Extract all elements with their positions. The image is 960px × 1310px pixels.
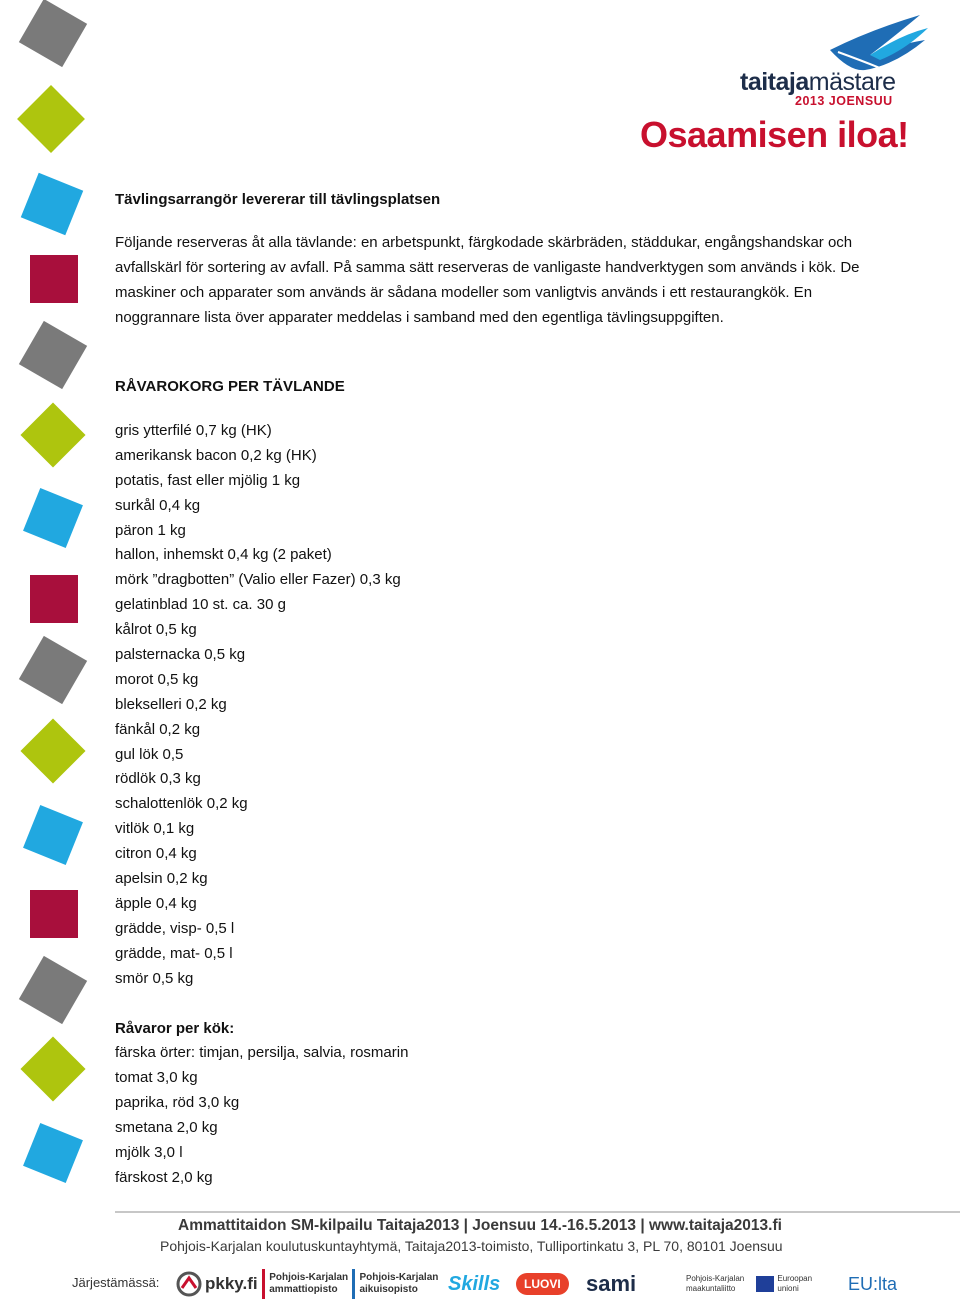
list-item: potatis, fast eller mjölig 1 kg [115,471,301,489]
list-item: päron 1 kg [115,521,186,539]
list-item: färska örter: timjan, persilja, salvia, rosmarin [115,1044,409,1062]
list-item: surkål 0,4 kg [115,496,201,514]
sponsor-ammattiopisto: Pohjois-Karjalan ammattiopisto [262,1266,350,1302]
footer-address-line: Pohjois-Karjalan koulutuskuntayhtymä, Taitaja2013-toimisto, Tulliportinkatu 3, PL 70, 80101 Joensuu [160,1238,783,1254]
blue-square [23,1123,83,1183]
taitajamastare-logo [640,10,930,160]
side-decoration [0,0,110,1210]
list-item: paprika, röd 3,0 kg [115,1094,240,1112]
list-item: smetana 2,0 kg [115,1119,218,1137]
blue-square [23,488,83,548]
section-heading-organizer: Tävlingsarrangör levererar till tävlingsplatsen [115,191,441,208]
crimson-square [30,255,78,303]
list-item: blekselleri 0,2 kg [115,695,227,713]
sponsor-maakuntaliitto: Pohjois-Karjalan maakuntaliitto [686,1274,745,1293]
list-item: mörk ”dragbotten” (Valio eller Fazer) 0,3 kg [115,571,401,589]
list-item: gul lök 0,5 [115,745,184,763]
footer-event-line: Ammattitaidon SM-kilpailu Taitaja2013 | Joensuu 14.-16.5.2013 | www.taitaja2013.fi [178,1217,782,1234]
list-item: mjölk 3,0 l [115,1144,183,1162]
sponsor-eulta: EU:lta [848,1273,898,1294]
list-item: gris ytterfilé 0,7 kg (HK) [115,422,272,439]
list-item: fänkål 0,2 kg [115,720,201,738]
blue-square [21,173,83,235]
sponsor-bar [0,1258,960,1308]
green-diamond [17,85,85,153]
basket-list [115,419,905,991]
blue-square [23,805,83,865]
gray-square [19,0,87,67]
section-heading-basket: RÅVAROKORG PER TÄVLANDE [115,378,345,395]
logo-year-city: 2013 JOENSUU [795,94,893,108]
sponsor-aikuisopisto: Pohjois-Karjalan aikuisopisto [352,1266,440,1302]
sponsor-luovi: LUOVI [516,1266,569,1302]
document-body [115,187,905,1191]
gray-square [19,636,87,704]
list-item: grädde, visp- 0,5 l [115,919,235,937]
sponsor-sami: sami [586,1271,637,1296]
green-diamond [20,718,85,783]
sponsor-pkky: pkky.fi [176,1266,258,1302]
list-item: tomat 3,0 kg [115,1069,198,1087]
list-item: vitlök 0,1 kg [115,820,195,838]
list-item: gelatinblad 10 st. ca. 30 g [115,596,286,614]
green-diamond [20,402,85,467]
crimson-square [30,890,78,938]
list-item: äpple 0,4 kg [115,894,197,912]
list-item: rödlök 0,3 kg [115,770,201,788]
slogan: Osaamisen iloa! [640,114,909,155]
list-item: grädde, mat- 0,5 l [115,944,233,962]
eu-flag-icon [756,1276,774,1292]
green-diamond [20,1036,85,1101]
list-item: citron 0,4 kg [115,845,197,863]
list-item: smör 0,5 kg [115,969,194,987]
list-item: färskost 2,0 kg [115,1168,213,1186]
pkky-logo-icon [176,1271,202,1297]
organizer-paragraph: Följande reserveras åt alla tävlande: en arbetspunkt, färgkodade skärbräden, städdukar, engångshandskar och avfallskärl för sortering av avfall. På samma sätt reserveras de vanligaste handverktygen som används i kök. De maskiner och apparater som används är sådana modeller som vanligtvis används i ett restaurangkök. En noggrannare lista över apparater meddelas i samband med den egentliga tävlingsuppgiften. [115,234,860,326]
organizer-label: Järjestämässä: [72,1275,160,1290]
gray-square [19,321,87,389]
sponsor-skills: Skills [448,1272,501,1295]
crimson-square [30,575,78,623]
logo-wordmark: taitajamästare [740,68,896,96]
list-item: morot 0,5 kg [115,670,199,688]
section-heading-kitchen: Råvaror per kök: [115,1020,235,1038]
list-item: schalottenlök 0,2 kg [115,795,248,813]
list-item: amerikansk bacon 0,2 kg (HK) [115,446,317,464]
footer-divider [115,1211,960,1213]
list-item: palsternacka 0,5 kg [115,646,246,664]
list-item: apelsin 0,2 kg [115,870,208,888]
sponsor-eu: Euroopan unioni [756,1266,822,1302]
kitchen-list [115,1041,905,1190]
gray-square [19,956,87,1024]
list-item: hallon, inhemskt 0,4 kg (2 paket) [115,546,332,564]
list-item: kålrot 0,5 kg [115,621,197,639]
